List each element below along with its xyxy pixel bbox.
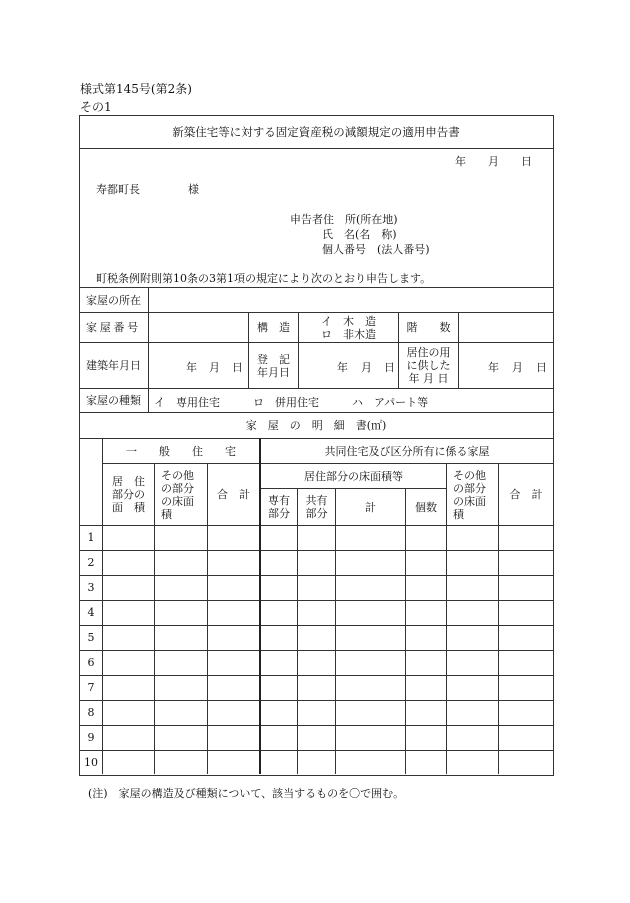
house-location-label: 家屋の所在 — [86, 293, 141, 307]
general-house-header: 一 般 住 宅 — [126, 444, 236, 458]
col-total-shared: 合 計 — [509, 488, 543, 501]
row-number: 3 — [87, 581, 95, 594]
row-number: 1 — [87, 531, 95, 544]
built-date-year: 年 — [186, 361, 197, 374]
house-type-options[interactable]: イ 専用住宅 ロ 併用住宅 ハ アパート等 — [154, 396, 429, 409]
row-number: 6 — [87, 656, 95, 669]
col-common: 共有 部分 — [305, 494, 328, 520]
house-type-label: 家屋の種類 — [86, 394, 141, 407]
occupancy-date-month: 月 — [512, 361, 523, 374]
structure-option-nonwood[interactable]: ロ 非木造 — [321, 327, 376, 341]
col-total-general: 合 計 — [217, 488, 250, 501]
col-residential-area: 居 住 部分の 面 積 — [112, 475, 145, 514]
details-title: 家 屋 の 明 細 書(㎡) — [245, 419, 387, 432]
applicant-name-label: 氏 名(名 称) — [322, 228, 397, 241]
shared-house-header: 共同住宅及び区分所有に係る家屋 — [324, 444, 490, 458]
row-number: 7 — [87, 681, 95, 694]
house-location-field[interactable] — [149, 288, 552, 312]
row-number: 4 — [87, 606, 95, 619]
occupancy-date-label: 居住の用 に供した 年 月 日 — [406, 346, 451, 385]
occupancy-date-year: 年 — [488, 361, 499, 374]
built-date-month: 月 — [209, 361, 220, 374]
footnote: (注) 家屋の構造及び種類について、該当するものを〇で囲む。 — [88, 787, 405, 800]
floors-label: 階 数 — [406, 321, 451, 334]
registered-date-year: 年 — [337, 361, 348, 374]
col-other-area-shared: その他 の部分 の床面 積 — [453, 468, 486, 521]
form-number: 様式第145号(第2条) — [80, 82, 192, 96]
row-number: 5 — [87, 631, 95, 644]
col-exclusive: 専有 部分 — [268, 494, 290, 520]
addressee-suffix: 様 — [188, 183, 199, 196]
form-part: その1 — [80, 100, 112, 114]
structure-option-wood[interactable]: イ 木 造 — [321, 314, 376, 328]
applicant-address-label: 申告者住 所(所在地) — [290, 213, 398, 226]
date-year-label: 年 — [455, 155, 466, 168]
built-date-day: 日 — [232, 361, 243, 374]
form-title: 新築住宅等に対する固定資産税の減額規定の適用申告書 — [172, 124, 460, 139]
col-units: 個数 — [415, 500, 437, 514]
built-date-label: 建築年月日 — [86, 359, 141, 372]
date-day-label: 日 — [521, 155, 532, 168]
addressee: 寿都町長 — [96, 183, 140, 196]
structure-options[interactable] — [299, 313, 398, 342]
residential-floor-area-header: 居住部分の床面積等 — [304, 469, 403, 483]
registered-date-month: 月 — [361, 361, 372, 374]
registered-date-label: 登 記 年月日 — [257, 352, 290, 379]
house-number-label: 家屋番号 — [86, 321, 141, 334]
row-number: 2 — [87, 556, 95, 569]
row-number: 10 — [84, 756, 98, 769]
row-number: 9 — [87, 731, 95, 744]
occupancy-date-day: 日 — [536, 361, 547, 374]
row-number: 8 — [87, 706, 95, 719]
registered-date-day: 日 — [384, 361, 395, 374]
date-month-label: 月 — [488, 155, 499, 168]
col-other-area: その他 の部分 の床面 積 — [161, 468, 194, 521]
structure-label: 構 造 — [257, 321, 290, 334]
declaration-text: 町税条例附則第10条の3第1項の規定により次のとおり申告します。 — [96, 272, 432, 285]
applicant-id-label: 個人番号 (法人番号) — [322, 243, 430, 256]
floors-field[interactable] — [459, 313, 552, 342]
house-number-field[interactable] — [149, 313, 248, 342]
col-sum: 計 — [365, 500, 376, 514]
